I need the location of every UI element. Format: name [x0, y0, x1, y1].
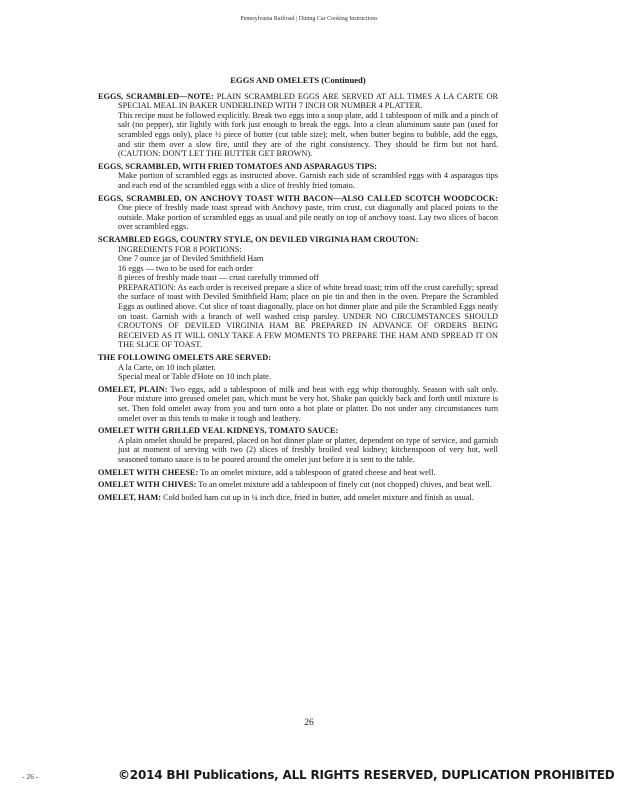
recipe-body: This recipe must be followed explicitly. Break two eggs into a soup plate, add 1 tablespoon of milk and a pinch of salt (no pepper), stir lightly with fork just enough to break the eggs. Into a clean aluminum saute pan (used for scrambled eggs only), place ½ piece of butter (cut table size); melt, when butter begins to bubble, add the eggs, and stir them over a slow fire, until they are of the right consistency. They should be firm but not hard. (CAUTION: DON'T LET THE BUTTER GET BROWN). — [118, 110, 498, 159]
recipe-eggs-scrambled-note — [98, 92, 498, 159]
ingredient-line: 8 pieces of freshly made toast — crust carefully trimmed off — [118, 273, 319, 283]
recipe-heading: EGGS, SCRAMBLED, ON ANCHOVY TOAST WITH BACON—ALSO CALLED SCOTCH WOODCOCK: — [98, 193, 498, 203]
section-title: EGGS AND OMELETS (Continued) — [230, 75, 366, 85]
copyright-notice: ©2014 BHI Publications, ALL RIGHTS RESERVED, DUPLICATION PROHIBITED — [118, 768, 615, 782]
recipe-heading: OMELET WITH CHEESE: — [98, 467, 199, 477]
recipe-heading: OMELET WITH GRILLED VEAL KIDNEYS, TOMATO SAUCE: — [98, 426, 339, 436]
recipe-omelet-ham — [98, 493, 498, 503]
omelets-served-note — [98, 353, 498, 382]
recipe-heading-paragraph — [98, 385, 498, 423]
recipe-heading-paragraph — [98, 480, 498, 490]
recipe-heading-paragraph — [98, 235, 498, 245]
recipe-heading-paragraph — [98, 194, 498, 232]
ingredients-heading: INGREDIENTS FOR 8 PORTIONS: — [118, 244, 242, 254]
recipe-text: To an omelet mixture add a tablespoon of finely cut (not chopped) chives, and beat well. — [198, 480, 492, 490]
footer-page-label: - 26 - — [22, 772, 39, 781]
recipe-heading-paragraph — [98, 162, 498, 172]
recipe-heading-paragraph — [98, 493, 498, 503]
recipe-heading-paragraph — [98, 353, 498, 363]
recipe-text: To an omelet mixture, add a tablespoon of grated cheese and beat well. — [200, 467, 436, 477]
recipe-heading: SCRAMBLED EGGS, COUNTRY STYLE, ON DEVILED VIRGINIA HAM CROUTON: — [98, 234, 419, 244]
recipe-heading-paragraph — [98, 92, 498, 111]
recipe-heading: THE FOLLOWING OMELETS ARE SERVED: — [98, 353, 272, 363]
recipe-heading: OMELET, PLAIN: — [98, 384, 168, 394]
recipe-body: Make portion of scrambled eggs as instructed above. Garnish each side of scrambled eggs with 4 asparagus tips and each end of the scrambled eggs with a slice of freshly fried tomato. — [118, 171, 498, 190]
recipe-heading: OMELET WITH CHIVES: — [98, 480, 197, 490]
recipe-omelet-chives — [98, 480, 498, 490]
page-number: 26 — [304, 718, 314, 728]
service-line: Special meal or Table d'Hote on 10 inch plate. — [118, 372, 272, 382]
recipe-heading: EGGS, SCRAMBLED, WITH FRIED TOMATOES AND ASPARAGUS TIPS: — [98, 161, 378, 171]
recipe-omelet-cheese — [98, 468, 498, 478]
recipe-omelet-veal-kidneys — [98, 426, 498, 464]
service-line: A la Carte, on 10 inch platter. — [118, 362, 216, 372]
recipe-body: A plain omelet should be prepared, placed on hot dinner plate or platter, dependent on type of service, and garnish just at moment of serving with two (2) slices of freshly broiled veal kidney; kitchenspoon of very hot, well seasoned tomato sauce is to be poured around the omelet just before it is sent to the table. — [118, 435, 498, 464]
recipe-text: One piece of freshly made toast spread with Anchovy paste, trim crust, cut diagonally and placed points to the outside. Make portion of scrambled eggs as usual and pile neatly on top of anchovy toast. Lay two slices of bacon over scrambled eggs. — [118, 203, 498, 232]
page-content — [98, 76, 498, 505]
recipe-text: PLAIN SCRAMBLED EGGS ARE SERVED AT ALL TIMES A LA CARTE OR SPECIAL MEAL IN BAKER UNDERLINED WITH 7 INCH OR NUMBER 4 PLATTER. — [118, 91, 498, 111]
recipe-heading-paragraph — [98, 468, 498, 478]
recipe-omelet-plain — [98, 385, 498, 423]
recipe-body: PREPARATION: As each order is received prepare a slice of white bread toast; trim off the crust carefully; spread the surface of toast with Deviled Smithfield Ham; place on pie tin and then in the oven. Prepare the Scrambled Eggs as outlined above. Cut slice of toast diagonally, place on hot dinner plate and pile the Scrambled Eggs neatly on toast. Garnish with a branch of well washed crisp parsley. UNDER NO CIRCUMSTANCES SHOULD CROUTONS OF DEVILED VIRGINIA HAM BE PREPARED IN ADVANCE OF ORDERS BEING RECEIVED AS IT WILL ONLY TAKE A FEW MOMENTS TO PREPARE THE HAM AND SPREAD IT ON THE SLICE OF TOAST. — [118, 282, 498, 350]
recipe-scrambled-eggs-country-style — [98, 235, 498, 350]
recipe-heading-paragraph — [98, 426, 498, 436]
recipe-text: Cold boiled ham cut up in ¼ inch dice, fried in butter, add omelet mixture and finish as usual. — [163, 492, 474, 502]
recipe-heading: EGGS, SCRAMBLED—NOTE: — [98, 91, 214, 101]
ingredient-line: One 7 ounce jar of Deviled Smithfield Ham — [118, 254, 264, 264]
recipe-eggs-scrambled-tomatoes-asparagus — [98, 162, 498, 191]
recipe-eggs-scrambled-anchovy-toast — [98, 194, 498, 232]
recipe-heading: OMELET, HAM: — [98, 492, 161, 502]
running-header: Pennsylvania Railroad | Dining Car Cooking Instructions — [240, 16, 378, 22]
recipe-text: Two eggs, add a tablespoon of milk and beat with egg whip thoroughly. Season with salt only. Pour mixture into greased omelet pan, which must be very hot. Shake pan quickly back and forth until mixture is set. Then fold omelet away from you and turn onto a hot plate or platter. Do not under any circumstances turn omelet over as this tends to make it tough and leathery. — [118, 384, 498, 423]
ingredient-line: 16 eggs — two to be used for each order — [118, 263, 253, 273]
